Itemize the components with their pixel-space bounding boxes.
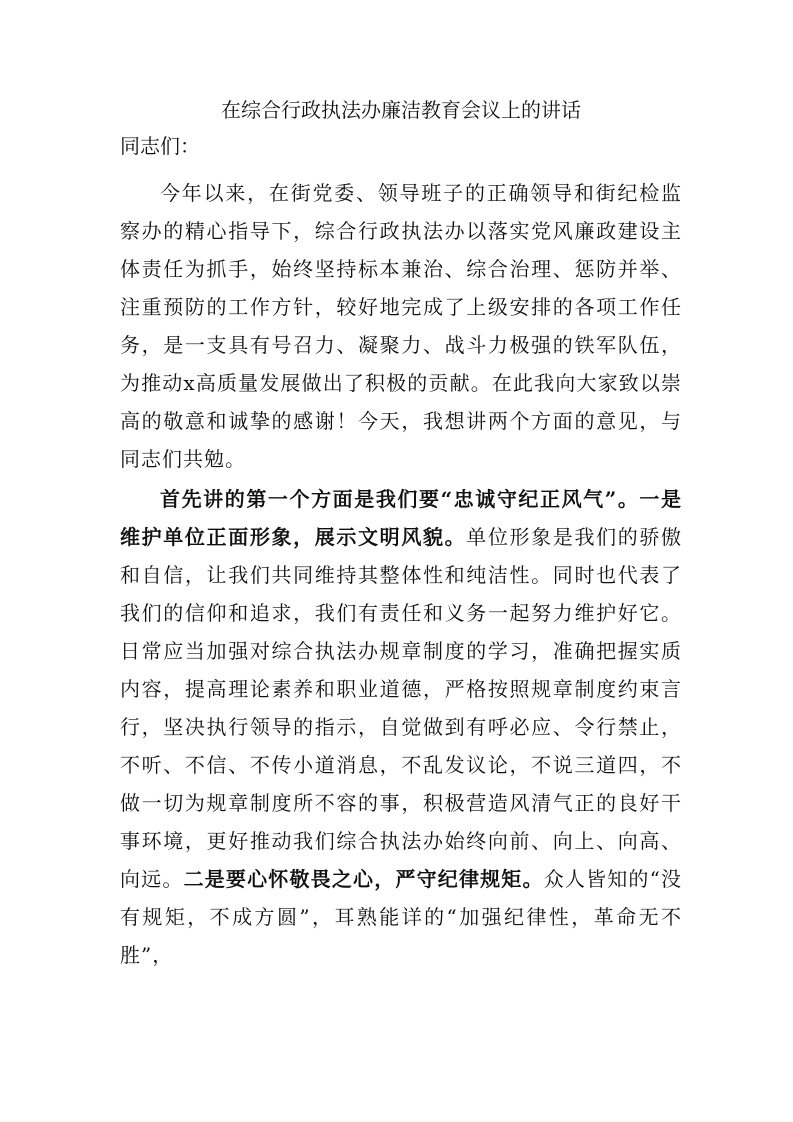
point2-body: 众人皆知的“没有规矩，不成方圆”，耳熟能详的“加强纪律性，革命无不胜”， bbox=[120, 867, 683, 967]
point1-body: 单位形象是我们的骄傲和自信，让我们共同维持其整体性和纯洁性。同时也代表了我们的信仰和追求，我们有责任和义务一起努力维护好它。日常应当加强对综合执法办规章制度的学习，准确把握实质内容，提高理论素养和职业道德，严格按照规章制度约束言行，坚决执行领导的指示，自觉做到有呼必应、令行禁止，不听、不信、不传小道消息，不乱发议论，不说三道四，不做一切为规章制度所不容的事，积极营造风清气正的良好干事环境，更好推动我们综合执法办始终向前、向上、向高、向远。 bbox=[120, 525, 683, 891]
section1-heading: 首先讲的第一个方面是我们要“忠诚守纪正风气”。 bbox=[160, 487, 640, 511]
document-title: 在综合行政执法办廉洁教育会议上的讲话 bbox=[221, 98, 581, 122]
point1-heading: 一是维护单位正面形象，展示文明风貌。 bbox=[120, 487, 683, 549]
salutation: 同志们： bbox=[120, 134, 200, 158]
document-page bbox=[120, 92, 682, 974]
intro-paragraph: 今年以来，在街党委、领导班子的正确领导和街纪检监察办的精心指导下，综合行政执法办以落实党风廉政建设主体责任为抓手，始终坚持标本兼治、综合治理、惩防并举、注重预防的工作方针，较好地完成了上级安排的各项工作任务，是一支具有号召力、凝聚力、战斗力极强的铁军队伍，为推动x高质量发展做出了积极的贡献。在此我向大家致以崇高的敬意和诚挚的感谢！今天，我想讲两个方面的意见，与同志们共勉。 bbox=[120, 181, 682, 471]
point2-heading: 二是要心怀敬畏之心，严守纪律规矩。 bbox=[183, 867, 544, 891]
section1-paragraph bbox=[120, 480, 682, 974]
